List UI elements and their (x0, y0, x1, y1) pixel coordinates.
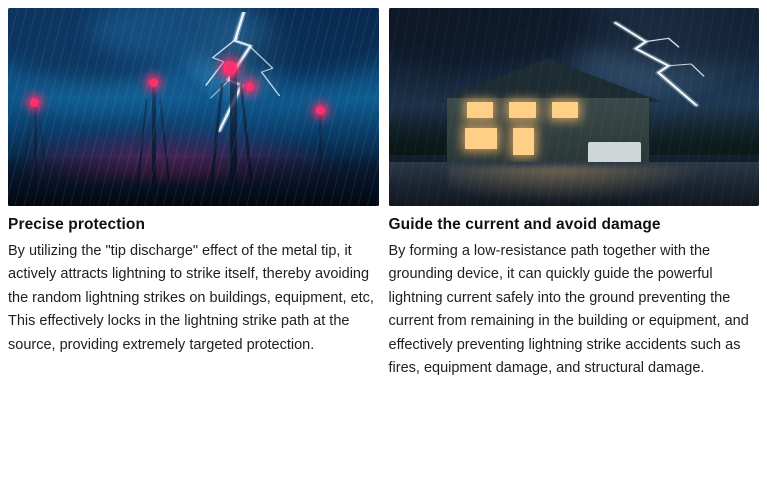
lightning-house-image (389, 8, 760, 206)
lightning-towers-image (8, 8, 379, 206)
feature-card-precise-protection (8, 8, 379, 490)
card-title: Precise protection (8, 216, 146, 233)
card-body-text: By utilizing the "tip discharge" effect of the metal tip, it actively attracts lightning to strike itself, thereby avoiding the random lightning strikes on buildings, equipment, etc, This effectively locks in the lightning strike path at the source, providing extremely targeted protection. (8, 243, 378, 353)
rain-overlay (8, 8, 379, 206)
card-title: Guide the current and avoid damage (388, 216, 661, 233)
card-body-text: By forming a low-resistance path together with the grounding device, it can quickly guide the powerful lightning current safely into the ground preventing the current from remaining in the building or equipment, and effectively preventing lightning strike accidents such as fires, equipment damage, and structural damage. (388, 243, 753, 377)
feature-card-guide-current (389, 8, 760, 490)
rain-overlay (389, 8, 760, 206)
